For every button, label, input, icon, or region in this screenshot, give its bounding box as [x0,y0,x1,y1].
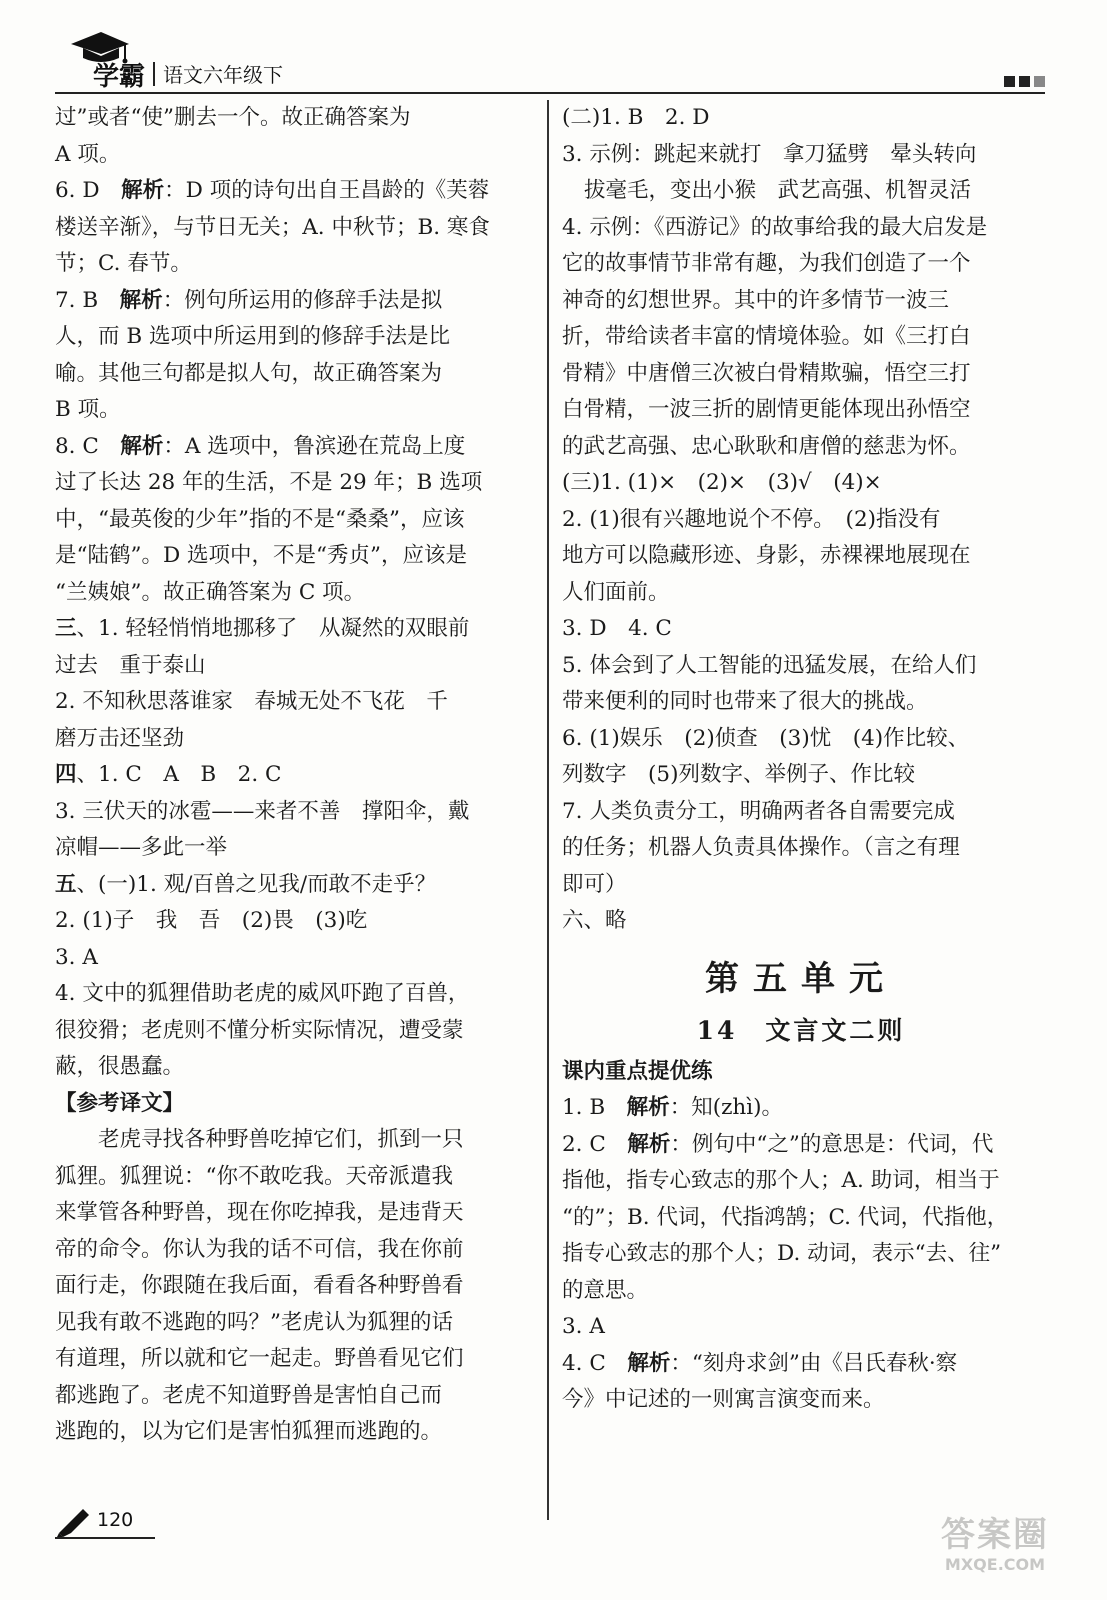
section-line: 四、1. C A B 2. C [55,762,282,787]
practice-heading: 课内重点提优练 [562,1058,713,1084]
text-line: 节；C. 春节。 [55,251,192,276]
pencil-icon [55,1507,91,1537]
text-line: 骨精》中唐僧三次被白骨精欺骗，悟空三打 [562,360,971,386]
text-line: 过”或者“使”删去一个。故正确答案为 [55,105,411,130]
text-line: 折，带给读者丰富的情境体验。如《三打白 [562,324,971,349]
text-line: 人们面前。 [562,579,670,605]
analysis-label: 解析 [120,433,164,459]
text-line: B 项。 [55,397,121,422]
text-line: 7. 人类负责分工，明确两者各自需要完成 [562,798,955,824]
text-line: 3. D 4. C [562,616,672,641]
translation-line: 来掌管各种野兽，现在你吃掉我，是违背天 [55,1200,464,1225]
answer-line: 8. C 解析：A 选项中，鲁滨逊在荒岛上度 [55,433,466,459]
unit-title: 第五单元 [705,958,897,999]
answer-line: 1. B 解析：知(zhì)。 [562,1095,784,1120]
text-line: 楼送辛渐》，与节日无关；A. 中秋节；B. 寒食 [55,214,490,240]
section-number: 三 [55,616,77,641]
section-number: 五 [55,871,77,897]
left-column [55,100,533,1451]
text-line: 3. 示例：跳起来就打 拿刀猛劈 晕头转向 [562,141,977,167]
analysis-label: 解析 [627,1131,671,1157]
text-line: 4. 文中的狐狸借助老虎的威风吓跑了百兽， [55,981,470,1006]
answer-line: 6. D 解析：D 项的诗句出自王昌龄的《芙蓉 [55,178,490,203]
text-line: 很狡猾；老虎则不懂分析实际情况，遭受蒙 [55,1017,464,1043]
text-line: 它的故事情节非常有趣，为我们创造了一个 [562,251,971,276]
text-line: 3. A [55,944,98,970]
text-line: 指专心致志的那个人；D. 动词，表示“去、往” [562,1241,1002,1266]
brand-logo-text: 学霸 [93,62,146,92]
answer-line: 7. B 解析：例句所运用的修辞手法是拟 [55,287,443,313]
text-line: “兰姨娘”。故正确答案为 C 项。 [55,579,366,605]
lesson-title [562,1008,1040,1054]
text-line: 3. 三伏天的冰雹——来者不善 撑阳伞，戴 [55,798,470,824]
answer-line: 2. C 解析：例句中“之”的意思是：代词，代 [562,1131,994,1157]
page-footer [55,1505,165,1545]
translation-line: 狐狸。狐狸说：“你不敢吃我。天帝派遣我 [55,1163,453,1189]
text-line: 人，而 B 选项中所运用到的修辞手法是比 [55,324,450,349]
lesson-number: 14 [696,1015,738,1045]
translation-line: 帝的命令。你认为我的话不可信，我在你前 [55,1236,464,1262]
analysis-label: 解析 [626,1095,670,1120]
header-separator [153,62,155,86]
translation-line: 逃跑的，以为它们是害怕狐狸而逃跑的。 [55,1419,443,1444]
right-column [562,100,1040,1419]
text-line: 指他，指专心致志的那个人；A. 助词，相当于 [562,1168,1000,1193]
text-line: 地方可以隐藏形迹、身影，赤裸裸地展现在 [562,543,971,568]
translation-line: 见我有敢不逃跑的吗？”老虎认为狐狸的话 [55,1309,453,1335]
text-line: 六、略 [562,908,627,933]
header-decoration [1004,76,1045,87]
text-line: 2. (1)很有兴趣地说个不停。 (2)指没有 [562,506,941,532]
section-line: 五、(一)1. 观/百兽之见我/而敢不走乎？ [55,871,437,897]
analysis-label: 解析 [627,1350,671,1376]
text-line: 2. 不知秋思落谁家 春城无处不飞花 千 [55,689,448,714]
text-line: 的意思。 [562,1277,649,1303]
text-line: (三)1. (1)× (2)× (3)√ (4)× [562,470,882,495]
text-line: 凉帽——多此一举 [55,835,228,860]
text-line: 4. 示例：《西游记》的故事给我的最大启发是 [562,214,988,240]
text-line: 是“陆鹤”。D 选项中，不是“秀贞”，应该是 [55,543,468,568]
footer-rule [55,1537,155,1539]
section-line: 三、1. 轻轻悄悄地挪移了 从凝然的双眼前 [55,616,470,641]
text-line: 列数字 (5)列数字、举例子、作比较 [562,762,915,787]
text-line: “的”；B. 代词，代指鸿鹄；C. 代词，代指他， [562,1204,1009,1230]
reference-translation-heading: 【参考译文】 [55,1090,185,1116]
translation-line: 面行走，你跟随在我后面，看看各种野兽看 [55,1273,464,1298]
text-line: 白骨精，一波三折的剧情更能体现出孙悟空 [562,397,971,422]
text-line: 6. (1)娱乐 (2)侦查 (3)忧 (4)作比较、 [562,725,970,751]
watermark-url: MXQE.COM [944,1555,1046,1574]
translation-line: 都逃跑了。老虎不知道野兽是害怕自己而 [55,1382,443,1408]
watermark [900,1515,1090,1585]
section-number: 四 [55,762,77,787]
lesson-name: 文言文二则 [765,1015,906,1045]
watermark-text: 答案圈 [941,1515,1049,1555]
text-line: 的任务；机器人负责具体操作。（言之有理 [562,835,960,860]
text-line: 带来便利的同时也带来了很大的挑战。 [562,689,928,714]
translation-line: 老虎寻找各种野兽吃掉它们，抓到一只 [98,1127,464,1152]
text-line: 蔽，很愚蠢。 [55,1054,185,1079]
text-line: 过了长达 28 年的生活，不是 29 年；B 选项 [55,470,483,495]
text-line: 即可） [562,871,627,897]
text-line: (二)1. B 2. D [562,105,710,130]
text-line: A 项。 [55,141,121,167]
text-line: 过去 重于泰山 [55,652,206,678]
text-line: 今》中记述的一则寓言演变而来。 [562,1387,885,1412]
text-line: 的武艺高强、忠心耿耿和唐僧的慈悲为怀。 [562,433,971,459]
page-header [55,20,1045,95]
column-divider [547,100,549,1520]
header-rule [55,92,1045,94]
text-line: 中，“最英俊的少年”指的不是“桑桑”，应该 [55,506,465,532]
text-line: 3. A [562,1314,605,1339]
text-line: 5. 体会到了人工智能的迅猛发展，在给人们 [562,652,977,678]
text-line: 拔毫毛，变出小猴 武艺高强、机智灵活 [584,178,972,203]
analysis-label: 解析 [121,178,165,203]
text-line: 神奇的幻想世界。其中的许多情节一波三 [562,287,950,313]
translation-line: 有道理，所以就和它一起走。野兽看见它们 [55,1346,464,1371]
page-number: 120 [97,1509,134,1531]
text-line: 磨万击还坚劲 [55,725,185,751]
text-line: 喻。其他三句都是拟人句，故正确答案为 [55,360,443,386]
answer-line: 4. C 解析：“刻舟求剑”由《吕氏春秋·察 [562,1350,958,1376]
book-subtitle: 语文六年级下 [163,63,283,87]
text-line: 2. (1)子 我 吾 (2)畏 (3)吃 [55,908,368,933]
analysis-label: 解析 [119,287,163,313]
